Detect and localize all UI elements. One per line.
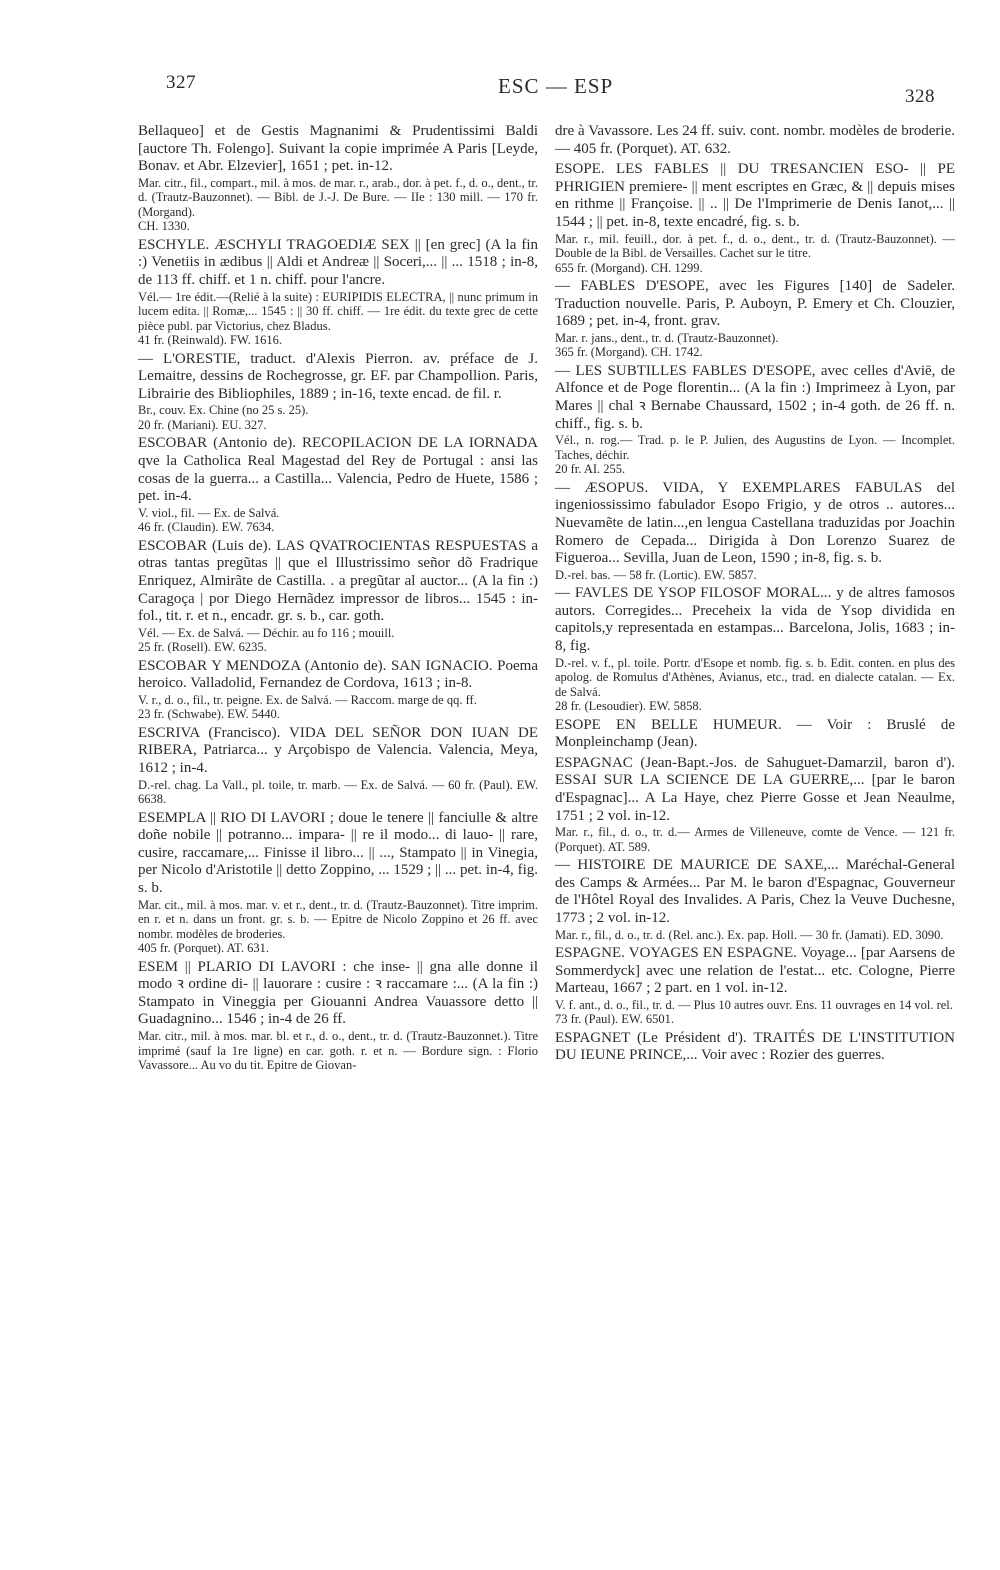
entry-note: Mar. r. jans., dent., tr. d. (Trautz-Bauzonnet). — [555, 330, 779, 345]
right-column — [555, 123, 955, 1068]
entry-note: 405 fr. (Porquet). AT. 631. — [138, 941, 270, 956]
right-page-number: 328 — [905, 86, 935, 107]
entry-text: — L'ORESTIE, traduct. d'Alexis Pierron. av. préface de J. Lemaitre, dessins de Rochegrosse, gr. EF. par Champollion. Paris, Librairie des Bibliophiles, 1889 ; in-16, texte encad. de fil. r. — [138, 350, 538, 402]
entry-text: — LES SUBTILLES FABLES D'ESOPE, avec celles d'Aviē, de Alfonce et de Poge florentin... (A la fin :) Imprimeez à Lyon, par Mares || chal ꝛ Bernabe Chaussard, 1502 ; in-4 goth. de 26 ff. n. chiff., fig. s. b. — [555, 362, 955, 432]
catalogue-entry — [555, 1030, 955, 1065]
entry-text: ESCOBAR (Antonio de). RECOPILACION DE LA IORNADA qve la Catholica Real Magestad del Rey de Portugal : ansi las cosas de la guerra... a Castilla... Valencia, Pedro de Huete, 1586 ; pet. in-4. — [138, 435, 538, 505]
entry-note: 73 fr. (Paul). EW. 6501. — [555, 1012, 674, 1027]
catalogue-entry — [555, 585, 955, 713]
entry-note: V. f. ant., d. o., fil., tr. d. — Plus 10 autres ouvr. Ens. 11 ouvrages en 14 vol. rel. — [555, 997, 953, 1012]
entry-note: 20 fr. (Mariani). EU. 327. — [138, 417, 267, 432]
entry-note: Mar. citr., mil. à mos. mar. bl. et r., d. o., dent., tr. d. (Trautz-Bauzonnet.). Titre imprimé (sauf la 1re ligne) en car. goth. r. et n. — Bordure sign. : Florio Vavassore... Au vo du tit. Epitre de Giovan- — [138, 1029, 538, 1072]
catalogue-entry — [138, 959, 538, 1073]
catalogue-entry — [555, 945, 955, 1027]
entry-note: V. r., d. o., fil., tr. peigne. Ex. de Salvá. — Raccom. marge de qq. ff. — [138, 692, 477, 707]
entry-text: ESCOBAR Y MENDOZA (Antonio de). SAN IGNACIO. Poema heroico. Valladolid, Fernandez de Cordova, 1613 ; in-8. — [138, 657, 538, 692]
entry-note: 23 fr. (Schwabe). EW. 5440. — [138, 707, 280, 722]
catalogue-entry — [555, 857, 955, 942]
entry-note: 365 fr. (Morgand). CH. 1742. — [555, 345, 703, 360]
catalogue-entry — [138, 237, 538, 348]
entry-text: ESCRIVA (Francisco). VIDA DEL SEÑOR DON IUAN DE RIBERA, Patriarca... y Arçobispo de Valencia. Valencia, Meya, 1612 ; in-4. — [138, 724, 538, 777]
entry-text: ESPAGNE. VOYAGES EN ESPAGNE. Voyage... [par Aarsens de Sommerdyck] avec une relation de l'estat... etc. Cologne, Pierre Marteau, 1667 ; 2 part. en 1 vol. in-12. — [555, 945, 955, 997]
entry-note: 655 fr. (Morgand). CH. 1299. — [555, 260, 703, 275]
entry-note: D.-rel. bas. — 58 fr. (Lortic). EW. 5857. — [555, 567, 757, 582]
catalogue-entry — [555, 363, 955, 477]
catalogue-entry — [555, 161, 955, 275]
entry-note: Mar. r., mil. feuill., dor. à pet. f., d. o., dent., tr. d. (Trautz-Bauzonnet). — Double de la Bibl. de Versailles. Cachet sur le titre. — [555, 231, 955, 261]
entry-text: Bellaqueo] et de Gestis Magnanimi & Prudentissimi Baldi [auctore Th. Folengo]. Suivant la copie imprimée A Paris [Leyde, Bonav. et Abr. Elzevier], 1651 ; pet. in-12. — [138, 123, 538, 175]
catalogue-entry — [555, 755, 955, 854]
catalogue-entry — [138, 538, 538, 655]
left-column — [138, 123, 538, 1076]
left-page-number: 327 — [166, 72, 196, 93]
entry-note: Vél.— 1re édit.—(Relié à la suite) : EURIPIDIS ELECTRA, || nunc primum in lucem edita. || Romæ,... 1545 : || 30 ff. chiff. — 1re édit. du texte grec de cette pièce publ. par Victorius, chez Bladus. — [138, 289, 538, 333]
entry-note: 46 fr. (Claudin). EW. 7634. — [138, 520, 275, 535]
catalogue-entry — [138, 725, 538, 807]
catalogue-entry — [138, 810, 538, 956]
entry-text: — HISTOIRE DE MAURICE DE SAXE,... Maréchal-General des Camps & Armées... Par M. le baron d'Espagnac, Gouverneur de l'Hôtel Royal des Invalides. A Paris, Chez la Veuve Duchesne, 1773 ; 2 vol. in-12. — [555, 857, 955, 926]
entry-text: — ÆSOPUS. VIDA, Y EXEMPLARES FABULAS del ingeniossissimo fabulador Esopo Frigio, y de otros .. autores... Nuevamẽte de latin...,en lengua Castellana traduzidas por Joachin Romero de Cepada... Dirigida à Don Lorenzo Suarez de Figueroa... Sevilla, Juan de Leon, 1590 ; in-8, fig. s. b. — [555, 479, 955, 567]
entry-note: CH. 1330. — [138, 219, 190, 234]
entry-note: D.-rel. chag. La Vall., pl. toile, tr. marb. — Ex. de Salvá. — 60 fr. (Paul). EW. 6638. — [138, 777, 538, 807]
entry-text: ESEM || PLARIO DI LAVORI : che inse- || gna alle donne il modo ꝛ ordine di- || lauorare : cusire : ꝛ raccamare :... (A la fin :) Stampato in Vineggia per Giouanni Andrea Vauassore detto || Guadagnino... 1546 ; in-4 de 26 ff. — [138, 958, 538, 1028]
entry-note: 28 fr. (Lesoudier). EW. 5858. — [555, 699, 702, 714]
entry-text: dre à Vavassore. Les 24 ff. suiv. cont. nombr. modèles de broderie.— 405 fr. (Porquet). AT. 632. — [555, 123, 955, 157]
entry-note: D.-rel. v. f., pl. toile. Portr. d'Esope et nomb. fig. s. b. Edit. conten. en plus des apolog. de Romulus d'Athènes, Avianus, etc., trad. en dialecte catalan. — Ex. de Salvá. — [555, 655, 955, 699]
entry-note: 25 fr. (Rosell). EW. 6235. — [138, 640, 267, 655]
entry-text: ESOPE. LES FABLES || DU TRESANCIEN ESO- || PE PHRIGIEN premiere- || ment escriptes en Græc, & || depuis mises en rithme || Françoise. || .. || De l'Imprimerie de Denis Ianot,... || 1544 ; || pet. in-8, texte encadré, fig. s. b. — [555, 161, 955, 230]
catalogue-entry — [555, 480, 955, 582]
entry-note: V. viol., fil. — Ex. de Salvá. — [138, 505, 280, 520]
entry-note: Vél. — Ex. de Salvá. — Déchir. au fo 116 ; mouill. — [138, 625, 395, 640]
entry-text: — FABLES D'ESOPE, avec les Figures [140] de Sadeler. Traduction nouvelle. Paris, P. Auboyn, P. Emery et Ch. Clouzier, 1689 ; pet. in-4, front. grav. — [555, 278, 955, 330]
entry-text: ESCOBAR (Luis de). LAS QVATROCIENTAS RESPUESTAS a otras tantas pregũtas || que el Illustrissimo señor dõ Fradrique Enriquez, Almirãte de Castilla. . a pregũtar al auctor... (A la fin :) Caragoça | por Diego Hernãdez impressor de libros... 1545 : in-fol., tit. r. et n., encadr. gr. s. b., car. goth. — [138, 537, 538, 625]
entry-text: ESCHYLE. ÆSCHYLI TRAGOEDIÆ SEX || [en grec] (A la fin :) Venetiis in ædibus || Aldi et Andreæ || Soceri,... || ... 1518 ; in-8, de 113 ff. chiff. et 1 n. chiff. pour l'ancre. — [138, 236, 538, 288]
entry-note: 20 fr. AI. 255. — [555, 462, 626, 477]
entry-note: Vél., n. rog.— Trad. p. le P. Julien, des Augustins de Lyon. — Incomplet. Taches, déchir. — [555, 433, 955, 462]
running-head: ESC — ESP — [498, 74, 614, 98]
catalogue-entry — [555, 123, 955, 158]
catalogue-entry — [138, 123, 538, 234]
entry-text: ESPAGNET (Le Président d'). TRAITÉS DE L'INSTITUTION DU IEUNE PRINCE,... Voir avec : Rozier des guerres. — [555, 1029, 955, 1064]
entry-note: 41 fr. (Reinwald). FW. 1616. — [138, 333, 282, 348]
entry-note: Mar. cit., mil. à mos. mar. v. et r., dent., tr. d. (Trautz-Bauzonnet). Titre imprim. en r. et n. dans un front. gr. s. b. — Epitre de Nicolo Zoppino et 26 ff. avec nombr. modèles de broderies. — [138, 897, 538, 941]
catalogue-entry — [138, 435, 538, 534]
entry-note: Br., couv. Ex. Chine (no 25 s. 25). — [138, 403, 309, 418]
entry-note: Mar. r., fil., d. o., tr. d.— Armes de Villeneuve, comte de Vence. — 121 fr. (Porquet). AT. 589. — [555, 825, 955, 854]
catalogue-entry — [555, 278, 955, 360]
entry-note: Mar. r., fil., d. o., tr. d. (Rel. anc.). Ex. pap. Holl. — 30 fr. (Jamati). ED. 3090. — [555, 927, 944, 942]
entry-text: ESEMPLA || RIO DI LAVORI ; doue le tenere || fanciulle & altre doñe nobile || potranno... impara- || re il modo... di lauo- || rare, cusire, raccamare,... Finisse il libro... || ..., Stampato || in Vinegia, per Nicolo d'Aristotile || detto Zoppino, ... 1529 ; || ... pet. in-4, fig. s. b. — [138, 809, 538, 897]
catalogue-entry — [555, 717, 955, 752]
entry-text: ESOPE EN BELLE HUMEUR. — Voir : Bruslé de Monpleinchamp (Jean). — [555, 716, 955, 751]
entry-text: ESPAGNAC (Jean-Bapt.-Jos. de Sahuguet-Damarzil, baron d'). ESSAI SUR LA SCIENCE DE LA GUERRE,... [par le baron d'Espagnac]... A La Haye, chez Pierre Gosse et Jean Neaulme, 1751 ; 2 vol. in-12. — [555, 754, 955, 824]
entry-note: Mar. citr., fil., compart., mil. à mos. de mar. r., arab., dor. à pet. f., d. o., dent., tr. d. (Trautz-Bauzonnet). — Bibl. de J.-J. De Bure. — IIe : 130 mill. — 170 fr. (Morgand). — [138, 175, 538, 219]
catalogue-entry — [138, 658, 538, 722]
catalogue-entry — [138, 351, 538, 433]
entry-text: — FAVLES DE YSOP FILOSOF MORAL... y de altres famosos autors. Corregides... Preceheix la vida de Ysop dividida en capitols,y representada en estampas... Barcelona, Jolis, 1683 ; in-8, fig. — [555, 585, 955, 654]
